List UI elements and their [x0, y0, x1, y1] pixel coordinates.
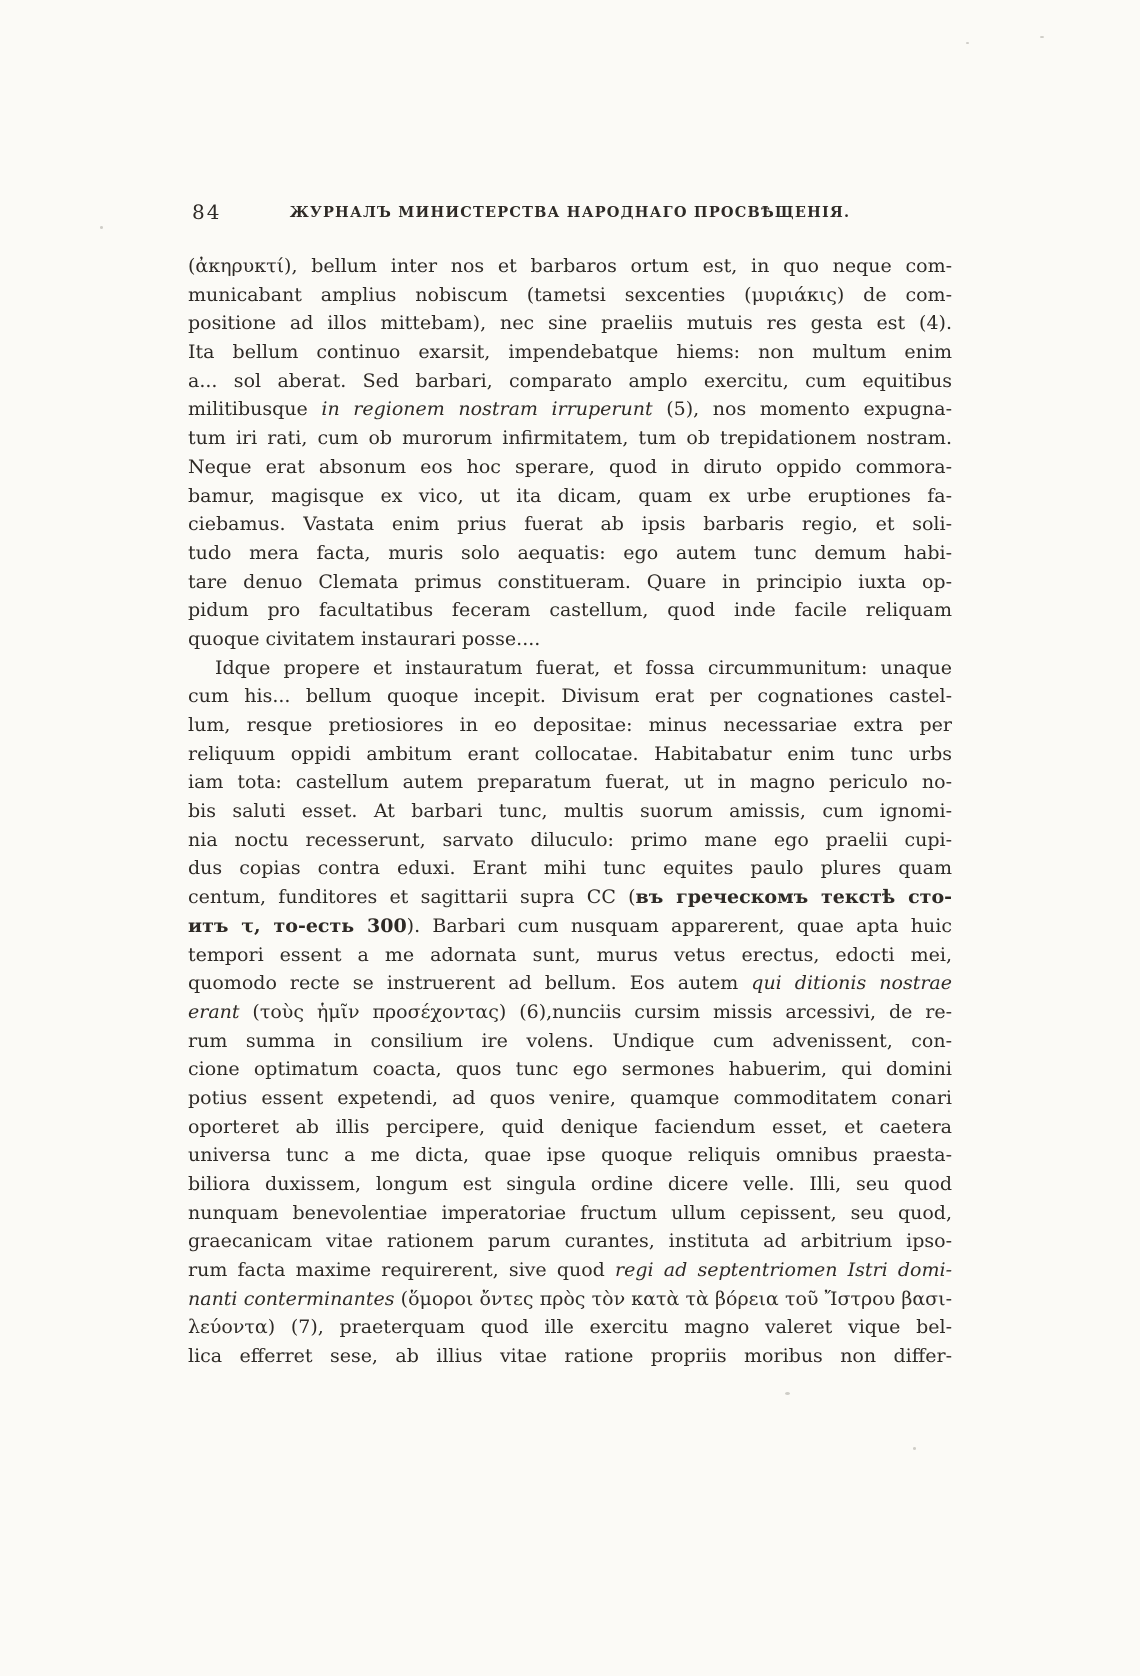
text-line: cum his... bellum quoque incepit. Divisum erat per cognationes castel-	[188, 685, 952, 708]
text-line: universa tunc a me dicta, quae ipse quoque reliquis omnibus praesta-	[188, 1144, 952, 1167]
text-line: tempori essent a me adornata sunt, murus vetus erectus, edocti mei,	[188, 943, 952, 966]
text-line: positione ad illos mittebam), nec sine praeliis mutuis res gesta est (4).	[188, 312, 952, 335]
text-line: (ἀκηρυκτί), bellum inter nos et barbaros ortum est, in quo neque com-	[188, 255, 952, 277]
text-line: nia noctu recesserunt, sarvato diluculo: primo mane ego praelii cupi-	[188, 828, 952, 851]
text-line: λεύοντα) (7), praeterquam quod ille exercitu magno valeret vique bel-	[188, 1316, 952, 1339]
text-line: dus copias contra eduxi. Erant mihi tunc equites paulo plures quam	[188, 857, 952, 880]
text-line: Ita bellum continuo exarsit, impendebatque hiems: non multum enim	[188, 341, 952, 364]
text-line: ciebamus. Vastata enim prius fuerat ab ipsis barbaris regio, et soli-	[188, 513, 952, 536]
text-line: nunquam benevolentiae imperatoriae fructum ullum cepissent, seu quod,	[188, 1201, 952, 1224]
text-line: итъ τ, то-есть 300). Barbari cum nusquam apparerent, quae apta huic	[188, 914, 952, 937]
paragraph	[188, 654, 952, 1371]
text-line: lum, resque pretiosiores in eo depositae: minus necessariae extra per	[188, 714, 952, 736]
text-line: municabant amplius nobiscum (tametsi sexcenties (μυριάκις) de com-	[188, 283, 952, 306]
text-line: erant (τοὺς ἡμῖν προσέχοντας) (6),nunciis cursim missis arcessivi, de re-	[188, 1000, 952, 1023]
text-line: nanti conterminantes (ὅμοροι ὄντες πρὸς τὸν κατὰ τὰ βόρεια τοῦ Ἴστρου βασι-	[188, 1287, 952, 1310]
text-line: pidum pro facultatibus feceram castellum, quod inde facile reliquam	[188, 599, 952, 622]
text-line: rum summa in consilium ire volens. Undique cum advenissent, con-	[188, 1029, 952, 1052]
text-line: bamur, magisque ex vico, ut ita dicam, quam ex urbe eruptiones fa-	[188, 484, 952, 507]
text-line: bis saluti esset. At barbari tunc, multis suorum amissis, cum ignomi-	[188, 800, 952, 823]
text-line: militibusque in regionem nostram irruperunt (5), nos momento expugna-	[188, 398, 952, 421]
text-line: quoque civitatem instaurari posse....	[188, 627, 541, 650]
text-line: a... sol aberat. Sed barbari, comparato amplo exercitu, cum equitibus	[188, 369, 952, 392]
text-line: tare denuo Clemata primus constitueram. Quare in principio iuxta op-	[188, 570, 952, 593]
text-line: Idque propere et instauratum fuerat, et fossa circummunitum: unaque	[215, 656, 952, 679]
text-line: rum facta maxime requirerent, sive quod regi ad septentriomen Istri domi-	[188, 1259, 952, 1282]
text-line: graecanicam vitae rationem parum curantes, instituta ad arbitrium ipso-	[188, 1230, 952, 1253]
text-line: Neque erat absonum eos hoc sperare, quod in diruto oppido commora-	[188, 455, 952, 478]
page-number: 84	[192, 200, 222, 224]
page-body	[188, 252, 952, 1371]
journal-title: ЖУРНАЛЪ МИНИСТЕРСТВА НАРОДНАГО ПРОСВѢЩЕНІЯ.	[289, 204, 851, 221]
scan-speck	[100, 226, 103, 229]
scan-speck	[913, 1447, 916, 1450]
text-line: lica efferret sese, ab illius vitae ratione propriis moribus non differ-	[188, 1345, 952, 1368]
text-line: tudo mera facta, muris solo aequatis: ego autem tunc demum habi-	[188, 541, 952, 564]
text-line: centum, funditores et sagittarii supra CC (въ греческомъ текстѣ сто-	[188, 886, 952, 909]
page-header	[188, 200, 952, 230]
text-line: potius essent expetendi, ad quos venire, quamque commoditatem conari	[188, 1086, 952, 1109]
text-line: reliquum oppidi ambitum erant collocatae. Habitabatur enim tunc urbs	[188, 742, 952, 765]
text-line: biliora duxissem, longum est singula ordine dicere velle. Illi, seu quod	[188, 1173, 952, 1195]
scan-speck	[1040, 36, 1044, 38]
scan-speck	[785, 1392, 790, 1395]
text-line: oporteret ab illis percipere, quid denique faciendum esset, et caetera	[188, 1115, 952, 1138]
scan-speck	[966, 42, 969, 44]
paragraph	[188, 252, 952, 654]
text-line: iam tota: castellum autem preparatum fuerat, ut in magno periculo no-	[188, 771, 952, 794]
text-line: quomodo recte se instruerent ad bellum. Eos autem qui ditionis nostrae	[188, 972, 952, 995]
text-line: tum iri rati, cum ob murorum infirmitatem, tum ob trepidationem nostram.	[188, 427, 952, 450]
text-line: cione optimatum coacta, quos tunc ego sermones habuerim, qui domini	[188, 1058, 952, 1081]
